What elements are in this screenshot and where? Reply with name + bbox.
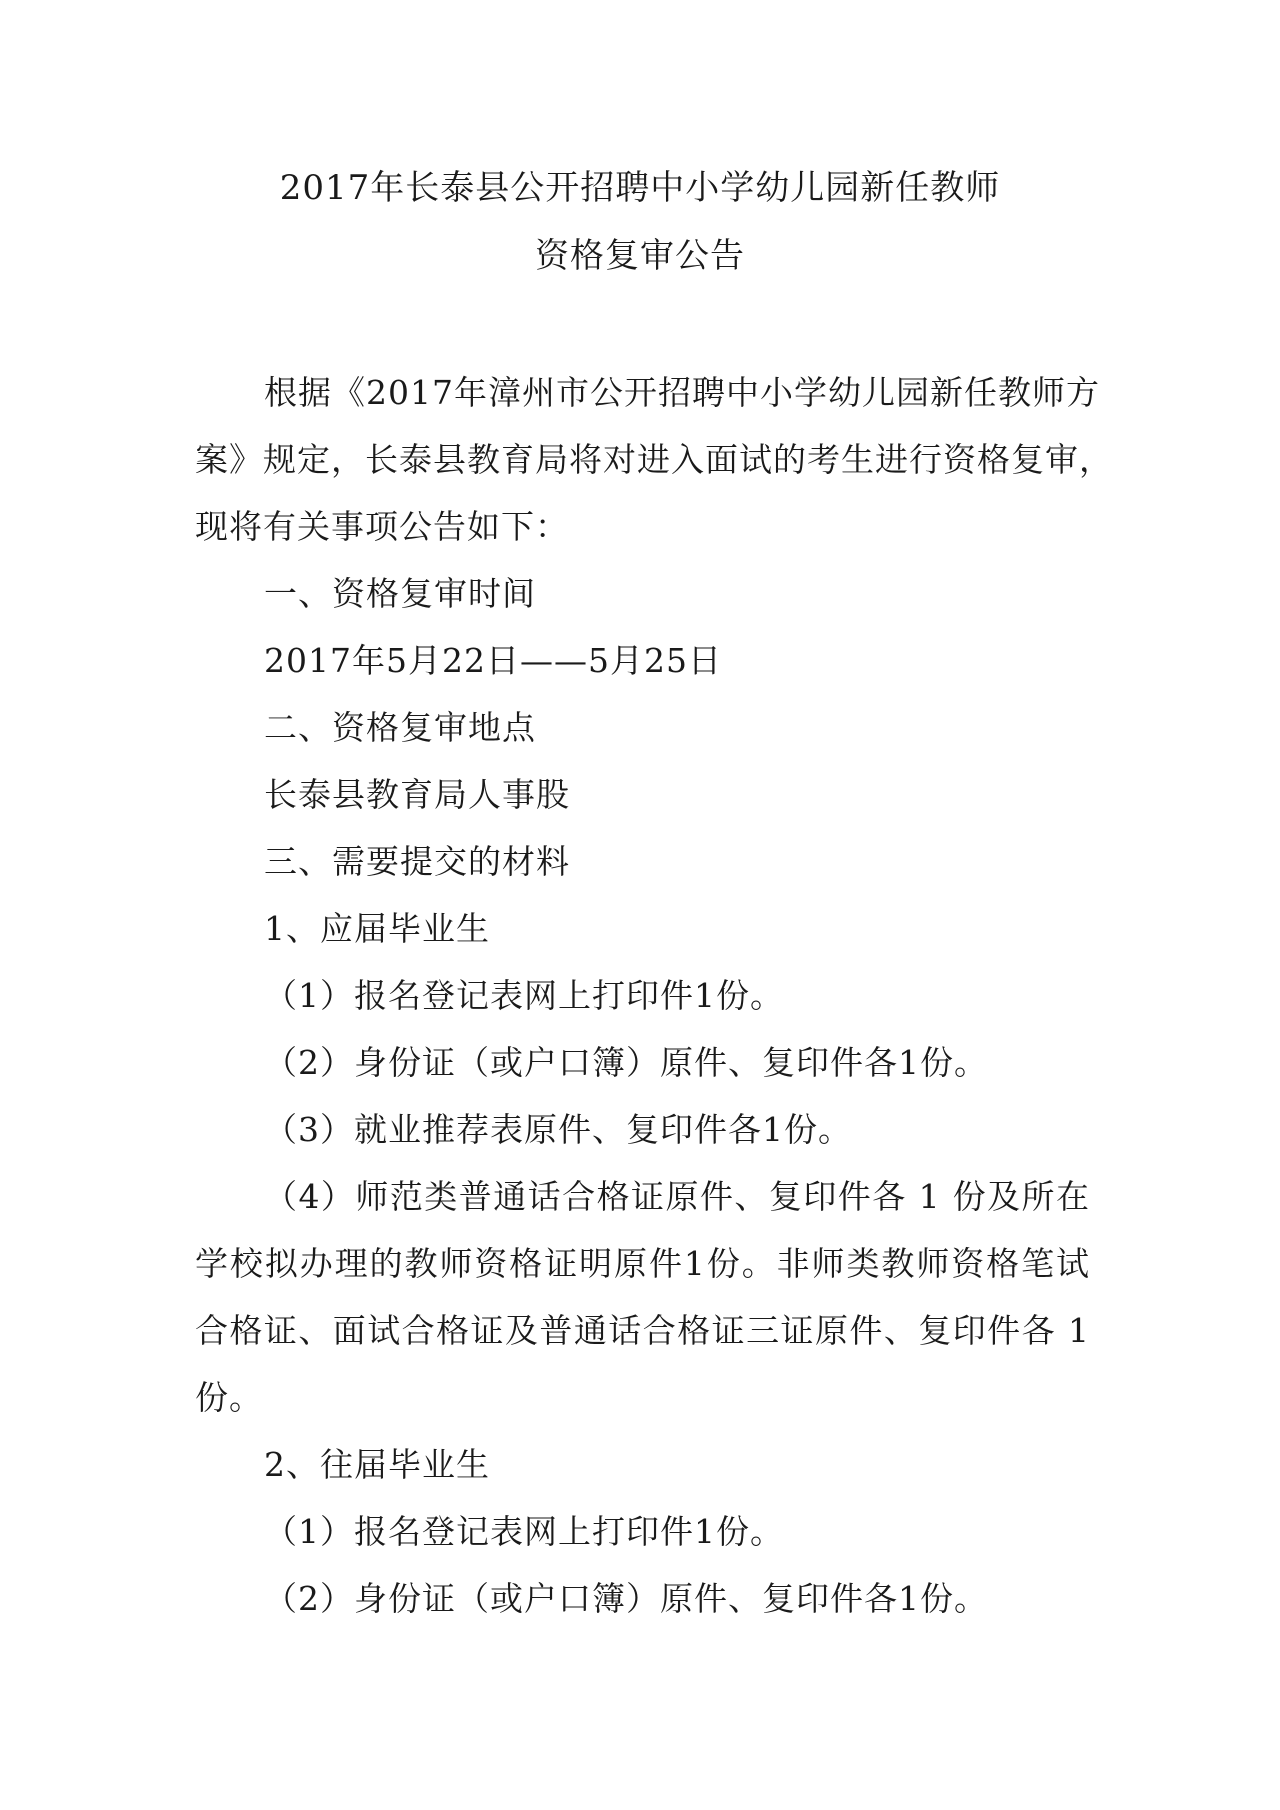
- group-2-item-1: （1）报名登记表网上打印件1份。: [264, 1512, 784, 1551]
- group-1-item-4-line-4: 份。: [195, 1378, 263, 1417]
- group-2-item-2: （2）身份证（或户口簿）原件、复印件各1份。: [264, 1579, 988, 1618]
- section-1-heading: 一、资格复审时间: [264, 574, 536, 613]
- section-1-body: 2017年5月22日——5月25日: [264, 641, 722, 680]
- intro-paragraph-line-1: 根据《2017年漳州市公开招聘中小学幼儿园新任教师方: [264, 373, 1100, 412]
- section-2-heading: 二、资格复审地点: [264, 708, 536, 747]
- group-2-heading: 2、往届毕业生: [264, 1445, 490, 1484]
- document-title-line-2: 资格复审公告: [535, 236, 745, 276]
- document-title-line-1: 2017年长泰县公开招聘中小学幼儿园新任教师: [279, 168, 1001, 208]
- group-1-item-4-line-1: （4）师范类普通话合格证原件、复印件各 1 份及所在: [264, 1177, 1090, 1216]
- group-1-item-4-line-2: 学校拟办理的教师资格证明原件1份。非师类教师资格笔试: [195, 1244, 1090, 1283]
- group-1-item-3: （3）就业推荐表原件、复印件各1份。: [264, 1110, 852, 1149]
- intro-paragraph-line-2: 案》规定，长泰县教育局将对进入面试的考生进行资格复审，: [195, 440, 1113, 479]
- group-1-item-4-line-3: 合格证、面试合格证及普通话合格证三证原件、复印件各 1: [195, 1311, 1090, 1350]
- group-1-heading: 1、应届毕业生: [264, 909, 490, 948]
- section-3-heading: 三、需要提交的材料: [264, 842, 570, 881]
- group-1-item-1: （1）报名登记表网上打印件1份。: [264, 976, 784, 1015]
- intro-paragraph-line-3: 现将有关事项公告如下：: [195, 507, 569, 546]
- group-1-item-2: （2）身份证（或户口簿）原件、复印件各1份。: [264, 1043, 988, 1082]
- section-2-body: 长泰县教育局人事股: [264, 775, 570, 814]
